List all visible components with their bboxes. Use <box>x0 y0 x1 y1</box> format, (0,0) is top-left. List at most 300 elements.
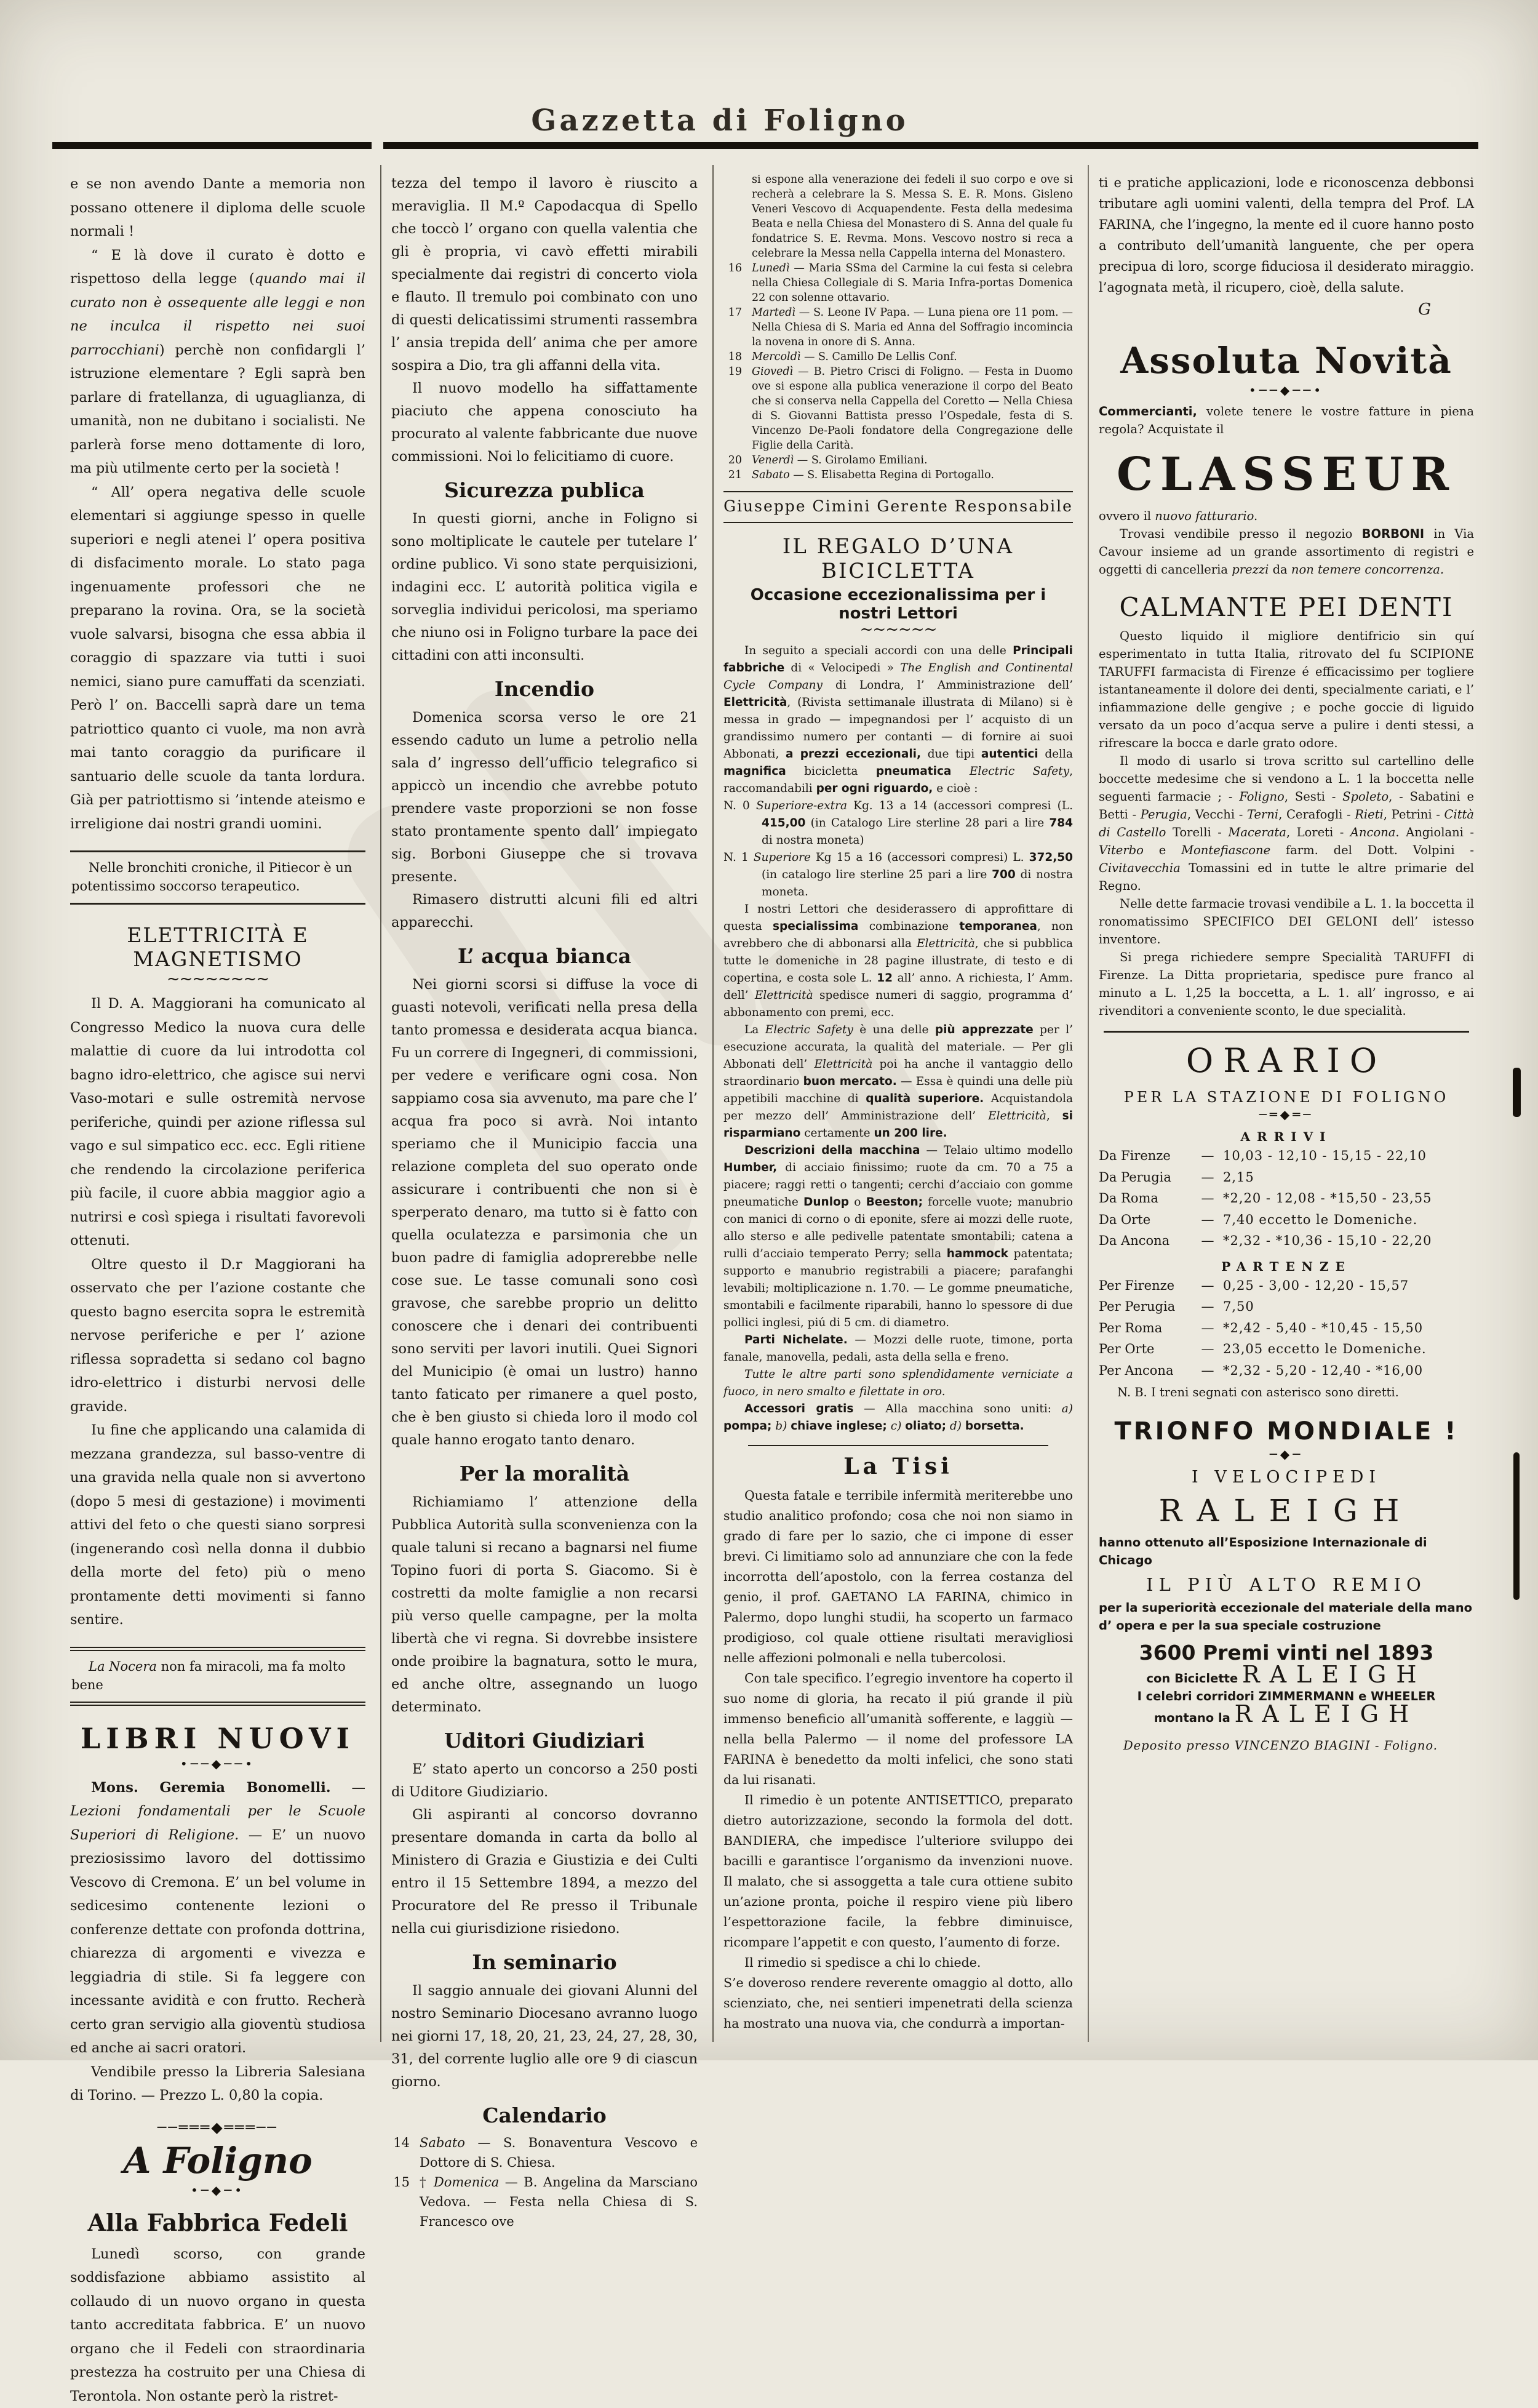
calendar-entry <box>723 172 1073 261</box>
paragraph: Con tale specifico. l’egregio inventore ha coperto il suo nome di gloria, ha recato il piú grande il più immenso beneficio all’umanità sofferente, e laggiù — nella bella Palermo — il nome del professore LA FARINA è benedetto da molti infelici, che sono stati da lui risanati. <box>723 1668 1073 1790</box>
text-run: I nostri Lettori che desiderassero di approfittare di questa <box>723 903 1073 933</box>
paragraph: Il D. A. Maggiorani ha comunicato al Congresso Medico la nuova cura delle malattie di cuore da lui introdotta col bagno idro-elettrico, che agisce sui nervi Vaso-motari e sulle ostremità nervose periferiche, quindi per azione riflessa sul vago e sul simpatico ecc. ecc. Egli ritiene che rendendo la circolazione periferica più facile, il cuore abbia maggior agio a nutrirsi e così spiega i risultati favorevoli ottenuti. <box>70 992 365 1253</box>
heading-per-la-moralita: Per la moralità <box>391 1462 698 1486</box>
text-run: , <box>1046 1110 1062 1122</box>
text-run: Deposito presso <box>1123 1738 1235 1753</box>
text-run: hammock <box>947 1247 1008 1260</box>
divider-rule <box>748 1445 1048 1446</box>
timetable-dash: — <box>1192 1209 1223 1231</box>
text-run: — S. Girolamo Emiliani. <box>794 454 927 466</box>
paragraph: Il rimedio si spedisce a chi lo chiede. <box>723 1953 1073 1973</box>
squiggle-ornament-icon: ~~~~~~~~ <box>70 972 365 986</box>
scan-edge-artifact <box>1513 1452 1520 1600</box>
timetable-station: Per Roma <box>1099 1318 1192 1339</box>
text-run: , Petrini - <box>1384 807 1444 822</box>
heading-a-foligno: A Foligno <box>70 2140 365 2182</box>
text-run: qualità superiore. <box>866 1092 984 1105</box>
text-run: Martedì <box>752 306 795 319</box>
paragraph <box>1099 1737 1474 1754</box>
paragraph: Iu fine che applicando una calamida di mezzana grandezza, sul basso-ventre di una gravida nella quale non si avvertono (dopo 5 mesi di gestazione) i movimenti attivi del feto o che questi siano sorpresi (ingenerando così nella donna il dubbio della morte del feto) più o meno prontamente detti movimenti si fanno sentire. <box>70 1418 365 1632</box>
text-run: Lezioni fondamentali per le Scuole Superiori di Religione. <box>70 1803 365 1843</box>
text-run: Macerata <box>1228 825 1286 839</box>
text-run: , raccomandabili <box>723 765 1073 795</box>
text-run: , - Sabatini e Betti - <box>1099 790 1474 822</box>
text-run: 415,00 <box>762 817 805 830</box>
paragraph: Questo liquido il migliore dentifricio sin quí esperimentato in tutta Italia, ritrovato del fu SCIPIONE TARUFFI farmacista di Firenze é efficacissimo per togliere istantaneamente il dolore dei denti, specialmente cariati, e l’ infiammazione delle gengive ; e poche goccie di liguido versato da un poco d’acqua serve a pulire i denti stessi, a rifrescare la bocca e darle grato odore. <box>1099 627 1474 752</box>
text-run: — Alla macchina sono uniti: <box>853 1402 1061 1415</box>
text-run: Parti Nichelate. <box>744 1334 848 1346</box>
text-run: della <box>1038 748 1073 761</box>
paragraph <box>1099 1666 1474 1687</box>
text-run: Elettricità <box>815 1058 873 1071</box>
heading-regalo-bicicletta: IL REGALO D’UNA BICICLETTA <box>723 534 1073 583</box>
timetable-times: 7,50 <box>1223 1296 1474 1318</box>
text-run: 784 <box>1049 817 1073 830</box>
text-run: , non avrebbero che di abbonarsi alla <box>723 920 1073 950</box>
paragraph: E’ stato aperto un concorso a 250 posti di Uditore Giudiziario. <box>391 1758 698 1804</box>
calendar-day-number: 19 <box>723 364 752 453</box>
timetable-row <box>1099 1230 1474 1252</box>
text-run: La Nocera <box>89 1659 157 1674</box>
paragraph: Nei giorni scorsi si diffuse la voce di guasti notevoli, verificati nella presa della tanto promessa e desiderata acqua bianca. Fu un correre di Ingegneri, di commissioni, per vedere e verificare ogni cosa. Non sappiamo cosa sia avvenuto, ma pare che l’ acqua fra poco si avrà. Noi intanto speriamo che il Municipio faccia una relazione completa del suo operato onde assicurare i contribuenti che non si è sperperato denaro, ma tutto si è fatto con quella oculatezza e parsimonia che un buon padre di famiglia adoprerebbe nelle cose sue. Le tasse comunali sono così gravose, che sarebbe proprio un delitto conoscere che i denari dei contribuenti sono serviti per lavori inutili. Quei Signori del Municipio (è omai un lustro) hanno tanto faticato per rimanere a quel posto, che è ben giusto si chieda loro il modo col quale hanno erogato tanto denaro. <box>391 974 698 1452</box>
timetable-row <box>1099 1275 1474 1297</box>
text-run: , Vecchi - <box>1187 807 1247 822</box>
heading-sicurezza-publica: Sicurezza publica <box>391 478 698 502</box>
timetable-row <box>1099 1318 1474 1339</box>
text-run: , Cerafogli - <box>1278 807 1355 822</box>
calendar-day-number: 15 <box>391 2172 420 2231</box>
timetable-times: *2,42 - 5,40 - *10,45 - 15,50 <box>1223 1318 1474 1339</box>
paragraph: Rimasero distrutti alcuni fili ed altri apparecchi. <box>391 889 698 934</box>
paragraph <box>1099 507 1474 525</box>
text-run: non temere concorrenza. <box>1291 562 1444 577</box>
text-run: di acciaio finissimo; ruote da cm. 70 a 75 a piacere; raggi retti o tangenti; cerchi d’acciaio con gomme pneumatiche <box>723 1161 1073 1209</box>
text-run: è una delle <box>853 1023 935 1036</box>
timetable-times: 23,05 eccetto le Domeniche. <box>1223 1338 1474 1360</box>
calendar-entry <box>723 468 1073 482</box>
timetable-row <box>1099 1296 1474 1318</box>
text-run: Ancona <box>1350 825 1396 839</box>
text-run: poi ha anche il vantaggio dello straordinario <box>723 1058 1073 1088</box>
text-run: Accessori gratis <box>744 1402 853 1415</box>
text-run: per ogni riguardo, <box>816 782 933 795</box>
text-run: Torelli - <box>1166 825 1228 839</box>
timetable-row <box>1099 1209 1474 1231</box>
timetable-station: Da Roma <box>1099 1188 1192 1209</box>
heading-calmante-denti: CALMANTE PEI DENTI <box>1099 592 1474 622</box>
text-run: Domenica <box>434 2175 499 2190</box>
text-run: un 200 lire. <box>874 1127 947 1140</box>
divider-ornament-icon: •──◆──• <box>1099 383 1474 398</box>
timetable-dash: — <box>1192 1145 1223 1167</box>
heading-calendario: Calendario <box>391 2103 698 2127</box>
paragraph <box>1099 402 1474 438</box>
column-3 <box>712 165 1088 2042</box>
heading-trionfo-mondiale: TRIONFO MONDIALE ! <box>1099 1417 1474 1446</box>
text-run: si risparmiano <box>723 1110 1073 1140</box>
divider-rule <box>1104 1031 1469 1033</box>
masthead-rule <box>52 142 1478 149</box>
text-run: N. 0 <box>723 799 756 812</box>
text-run: farm. del Dott. Volpini - <box>1270 843 1474 857</box>
text-run: BORBONI <box>1362 527 1424 541</box>
text-run: — Essa è quindi una delle più appetibili macchine di <box>723 1075 1073 1105</box>
text-run: a prezzi eccezionali, <box>786 748 921 761</box>
paragraph: e se non avendo Dante a memoria non possano ottenere il diploma delle scuole normali ! <box>70 172 365 244</box>
text-run: — B. Angelina da Marsciano Vedova. — Festa nella Chiesa di S. Francesco ove <box>420 2175 698 2229</box>
text-run: Terni <box>1247 807 1278 822</box>
text-run: 700 <box>992 868 1016 881</box>
text-run: Tutte le altre parti sono splendidamente verniciate a fuoco, in nero smalto e filettate in oro. <box>723 1368 1073 1398</box>
paragraph <box>723 1142 1073 1332</box>
text-run: Trovasi vendibile presso il negozio <box>1120 527 1362 541</box>
calendar-day-number: 14 <box>391 2133 420 2172</box>
text-run: Sabato <box>420 2135 465 2150</box>
text-run: specialissima <box>773 920 858 933</box>
text-run: Tomassini ed in tutte le altre primarie del Regno. <box>1099 861 1474 893</box>
heading-in-seminario: In seminario <box>391 1950 698 1974</box>
paragraph <box>723 798 1073 849</box>
timetable-row <box>1099 1145 1474 1167</box>
text-run: Elettricità <box>917 937 975 950</box>
paragraph <box>723 1401 1073 1435</box>
calendar-day-text: si espone alla venerazione dei fedeli il suo corpo e ove si recherà a celebrare la S. Messa S. E. R. Mons. Gisleno Veneri Vescovo di Acquapendente. Festa della medesima Beata e nella Chiesa del Monastero di S. Anna del quale fu fondatrice S. E. Revma. Mons. Vescovo nostro si reca a celebrare la Messa nella Cappella interna del Monastero. <box>752 172 1073 261</box>
text-run: magnifica <box>723 765 786 778</box>
timetable-times: 7,40 eccetto le Domeniche. <box>1223 1209 1474 1231</box>
calendar-day-number: 16 <box>723 261 752 305</box>
text-run: Lunedì <box>752 262 789 274</box>
text-run: Elettricità <box>755 989 813 1002</box>
text-run: temporanea <box>959 920 1037 933</box>
timetable-dash: — <box>1192 1296 1223 1318</box>
timetable-times: 0,25 - 3,00 - 12,20 - 15,57 <box>1223 1275 1474 1297</box>
text-run: VINCENZO BIAGINI <box>1235 1738 1371 1753</box>
text-run: ovvero il <box>1099 509 1155 523</box>
paragraph: tezza del tempo il lavoro è riuscito a meraviglia. Il M.º Capodacqua di Spello che toccò l’ organo con quella valentia che gli è propria, vi cavò effetti mirabili specialmente dai registri di concerto viola e flauto. Il tremulo poi combinato con uno di questi delicatissimi strumenti rassembra l’ ansia trepida dell’ anima che per amore sospira a Dio, tra gli affanni della vita. <box>391 172 698 377</box>
heading-i-velocipedi: I VELOCIPEDI <box>1099 1468 1474 1487</box>
nocera-note <box>70 1647 365 1706</box>
calendar-day-number: 17 <box>723 305 752 350</box>
timetable-times: 2,15 <box>1223 1167 1474 1188</box>
divider-ornament-icon: ─═◆═─ <box>1099 1107 1474 1122</box>
paragraph: ti e pratiche applicazioni, lode e riconoscenza debbonsi tributare agli uomini valenti, della tempra del Prof. LA FARINA, che l’ingegno, la mente ed il cuore hanno posto a contributo dell’umanità languente, che per opera precipua di loro, scorge fiduciosa il desiderato miraggio. l’agognata metà, il ricupero, cioè, della salute. <box>1099 172 1474 298</box>
calendar-day-text <box>420 2133 698 2172</box>
calendar-day-text <box>752 261 1073 305</box>
text-run: Electric Safety <box>970 765 1069 778</box>
calendar-day-number: 21 <box>723 468 752 482</box>
paragraph: In questi giorni, anche in Foligno si sono moltiplicate le cautele per tutelare l’ ordine publico. Vi sono state perquisizioni, indagini ecc. L’ autorità politica vigila e sorveglia individui pericolosi, ma speriamo che niuno osi in Foligno turbare la pace dei cittadini con atti inconsulti. <box>391 508 698 667</box>
paragraph: Oltre questo il D.r Maggiorani ha osservato che per l’azione costante che questo bagno esercita sopra le estremità nervose periferiche e per l’ azione riflessa sopradetta si sedano col bagno idro-elettrico i disturbi nervosi delle gravide. <box>70 1253 365 1419</box>
timetable-dash: — <box>1192 1338 1223 1360</box>
text-run: Civitavecchia <box>1099 861 1181 875</box>
text-run: , Sesti - <box>1285 790 1342 804</box>
text-run: — Mozzi delle ruote, timone, porta fanale, manovella, pedali, asta della sella e freno. <box>723 1334 1073 1364</box>
squiggle-ornament-icon: ~~~~~~ <box>723 623 1073 636</box>
calendar-day-text <box>752 468 1073 482</box>
text-run: Viterbo <box>1099 843 1144 857</box>
text-run: Elettricità <box>723 696 787 709</box>
paragraph <box>723 849 1073 901</box>
text-run: Venerdì <box>752 454 794 466</box>
text-run: d) <box>950 1420 962 1433</box>
text-run: di « Velocipedi » <box>784 662 900 674</box>
text-run: Principali fabbriche <box>723 644 1073 674</box>
text-run: . Angiolani - <box>1395 825 1474 839</box>
text-run: — S. Bonaventura Vescovo e Dottore di S. Chiesa. <box>420 2135 698 2170</box>
paragraph: Domenica scorsa verso le ore 21 essendo caduto un lume a petrolio nella sala d’ ingresso dell’ufficio telegrafico si appiccò un incendio che avrebbe potuto prendere vaste proporzioni se non fosse stato prontamente spento dall’ impiegato sig. Borboni Giuseppe che si trovava presente. <box>391 706 698 889</box>
timetable-dash: — <box>1192 1230 1223 1252</box>
paragraph <box>70 1776 365 2060</box>
paragraph <box>723 1366 1073 1401</box>
text-run: In seguito a speciali accordi con una delle <box>744 644 1013 657</box>
text-run: Kg 15 a 16 (accessori compresi) L. <box>811 851 1029 864</box>
timetable-dash: — <box>1192 1360 1223 1382</box>
column-1 <box>60 165 380 2042</box>
paragraph <box>1099 1705 1474 1727</box>
paragraph <box>1099 752 1474 895</box>
heading-assoluta-novita: Assoluta Novità <box>1099 340 1474 382</box>
heading-acqua-bianca: L’ acqua bianca <box>391 944 698 968</box>
paragraph <box>1099 525 1474 578</box>
heading-la-tisi: La Tisi <box>723 1454 1073 1479</box>
heading-fabbrica-fedeli: Alla Fabbrica Fedeli <box>70 2209 365 2236</box>
text-run: Montefiascone <box>1181 843 1270 857</box>
text-run: The English and Continental Cycle Company <box>723 662 1073 692</box>
text-run: La <box>744 1023 765 1036</box>
text-run: patentata; supporto e manubrio registrabili a piacere; parafanghi levabili; moltiplicazione n. 1.70. — Le gomme pneumatiche, smontabili e facilmente riparabili, hanno lo spessore di due pollici inglesi, piú di 5 cm. di diametro. <box>723 1247 1073 1329</box>
calendar-entry <box>723 350 1073 364</box>
text-run: 12 <box>877 972 893 985</box>
text-run: 372,50 <box>1029 851 1073 864</box>
text-run: Sabato <box>752 469 790 481</box>
text-run: da <box>1269 562 1291 577</box>
timetable-times: *2,20 - 12,08 - *15,50 - 23,55 <box>1223 1188 1474 1209</box>
timetable-row <box>1099 1338 1474 1360</box>
timetable-station: Per Firenze <box>1099 1275 1192 1297</box>
heading-piu-alto-premio: IL PIÙ ALTO REMIO <box>1099 1574 1474 1595</box>
text-run: Mercoldì <box>752 351 800 363</box>
text-run: , Loreti - <box>1286 825 1350 839</box>
text-run: — <box>331 1780 365 1796</box>
text-run: o <box>849 1196 866 1209</box>
calendar-day-text <box>752 453 1073 468</box>
paragraph <box>723 1022 1073 1142</box>
paragraph: Il saggio annuale dei giovani Alunni del nostro Seminario Diocesano avranno luogo nei giorni 17, 18, 20, 21, 23, 24, 27, 28, 30, 31, del corrente luglio alle ore 9 di ciascun giorno. <box>391 1980 698 2094</box>
text-run: Città di Castello <box>1099 807 1474 839</box>
paragraph: Il rimedio è un potente ANTISETTICO, preparato dietro autorizzazione, secondo la formola del dott. BANDIERA, che impedisce l’ulteriore sviluppo dei bacilli e garantisce l’organismo da invenzioni nuove. Il malato, che si assoggetta a tale cura ottiene subito un’azione pronta, poiche il respiro viene più libero l’espettorazione facile, la febbre diminuisce, ricompare l’appetit e con questo, l’aumento di forze. <box>723 1790 1073 1953</box>
text-run: — E’ un nuovo preziosissimo lavoro del dottissimo Vescovo di Cremona. E’ un bel volume in sedicesimo contenente lezioni o conferenze dettate con profonda dottrina, chiarezza di argomenti e vivezza e leggiadria di stile. Si fa leggere con incessante avidità e con frutto. Recherà certo gran servigio alla gioventù studiosa ed anche ai sacri oratori. <box>70 1827 365 2057</box>
text-run: quando mai il curato non è ossequente alle leggi e non ne inculca il rispetto nei suoi parrocchiani <box>70 271 365 358</box>
text-run: forcelle vuote; manubrio con manici di corno o di eponite, sfere ai mozzi delle ruote, allo sterso e alle pedivelle patentate smontabili; catena a rulli d’acciaio temperato Perry; sella <box>723 1196 1073 1260</box>
text-run: a) <box>1062 1402 1073 1415</box>
paragraph: Richiamiamo l’ attenzione della Pubblica Autorità sulla sconvenienza con la quale taluni si recano a bagnarsi nel fiume Topino fuori di porta S. Giacomo. Si è costretti da molte famiglie a non recarsi più verso quelle campagne, per la molta libertà che vi regna. Si dovrebbe insistere onde proibire la bagnatura, sotto le mura, ed anche oltre, assegnando un luogo determinato. <box>391 1491 698 1719</box>
paragraph: hanno ottenuto all’Esposizione Internazionale di Chicago <box>1099 1534 1474 1569</box>
text-run: di nostra moneta) <box>762 834 864 847</box>
text-run: combinazione <box>858 920 959 933</box>
text-run: pneumatica <box>876 765 952 778</box>
timetable-dash: — <box>1192 1167 1223 1188</box>
column-4 <box>1088 165 1489 2042</box>
text-run: Rieti <box>1355 807 1384 822</box>
text-run <box>951 765 970 778</box>
text-run: Il modo di usarlo si trova scritto sul cartellino delle boccette medesime che si vendono a L. 1 la boccetta nelle seguenti farmacie ; - <box>1099 754 1474 804</box>
text-run: — Telaio ultimo modello <box>920 1144 1073 1157</box>
timetable-dash: — <box>1192 1188 1223 1209</box>
text-run: Humber, <box>723 1161 777 1174</box>
text-run: Beeston; <box>866 1196 923 1209</box>
column-layout <box>60 165 1489 2042</box>
text-run: Mons. Geremia Bonomelli. <box>91 1780 331 1796</box>
timetable-times: *2,32 - 5,20 - 12,40 - *16,00 <box>1223 1360 1474 1382</box>
text-run: “ E là dove il curato è dotto e rispettoso della legge ( <box>70 247 365 287</box>
gerente-line: Giuseppe Cimini Gerente Responsabile <box>723 491 1073 523</box>
timetable-row <box>1099 1360 1474 1382</box>
calendar-entry <box>723 364 1073 453</box>
subheading-occasione: Occasione eccezionalissima per i nostri Lettori <box>723 586 1073 623</box>
timetable-row <box>1099 1167 1474 1188</box>
heading-elettricita-magnetismo: ELETTRICITÀ E MAGNETISMO <box>70 923 365 971</box>
heading-raleigh: RALEIGH <box>1099 1493 1474 1529</box>
text-run: volete tenere le vostre fatture in piena regola? Acquistate il <box>1099 404 1474 436</box>
text-run: chiave inglese; <box>791 1420 887 1433</box>
heading-uditori-giudiziari: Uditori Giudiziari <box>391 1729 698 1753</box>
text-run: (in Catalogo Lire sterline 28 pari a lire <box>805 817 1049 830</box>
paragraph: Lunedì scorso, con grande soddisfazione abbiamo assistito al collaudo di un nuovo organo in questa tanto accreditata fabbrica. E’ un nuovo organo che il Fedeli con straordinaria prestezza ha costruito per una Chiesa di Terontola. Non ostante però la ristret- <box>70 2242 365 2408</box>
paragraph: Si prega richiedere sempre Specialità TARUFFI di Firenze. La Ditta proprietaria, spedisce pure franco al minuto a L. 1,25 la boccetta, a L. 1. all’ ingrosso, e ai rivenditori a conveniente sconto, le due specialità. <box>1099 948 1474 1020</box>
paragraph: Nelle dette farmacie trovasi vendibile a L. 1. la boccetta il ronomatissimo SPECIFICO DEI GELONI dell’ istesso inventore. <box>1099 895 1474 948</box>
heading-partenze: PARTENZE <box>1099 1259 1474 1274</box>
calendar-entry <box>723 261 1073 305</box>
text-run: bicicletta <box>786 765 876 778</box>
calendar-day-text <box>752 350 1073 364</box>
text-run: due tipi <box>921 748 981 761</box>
text-run: — Maria SSma del Carmine la cui festa si celebra nella Chiesa Collegiale di S. Maria Infra-portas Domenica 22 con solenne ottavario. <box>752 262 1073 304</box>
text-run: Spoleto <box>1342 790 1389 804</box>
text-run: c) <box>891 1420 902 1433</box>
text-run: di Londra, l’ Amministrazione dell’ <box>823 679 1073 692</box>
subheading-stazione-foligno: PER LA STAZIONE DI FOLIGNO <box>1099 1089 1474 1106</box>
timetable-station: Per Perugia <box>1099 1296 1192 1318</box>
divider-ornament-icon: •──◆──• <box>70 1756 365 1771</box>
text-run: RALEIGH <box>1235 1700 1419 1727</box>
text-run: N. 1 <box>723 851 754 864</box>
paragraph: S’e doveroso rendere reverente omaggio al dotto, allo scienziato, che, nei sentieri impenetrati della scienza ha mostrato una nuova via, che condurrà a importan- <box>723 1973 1073 2034</box>
text-run: RALEIGH <box>1242 1661 1427 1688</box>
text-run: — S. Elisabetta Regina di Portogallo. <box>790 469 994 481</box>
text-run: Superiore-extra <box>756 799 847 812</box>
calendar-day-number <box>723 172 752 261</box>
text-run: Descrizioni della macchina <box>744 1144 920 1157</box>
text-run: in Via Cavour insieme ad un grande assortimento di registri e oggetti di cancelleria <box>1099 527 1474 577</box>
text-run: non fa miracoli, ma fa molto bene <box>71 1659 346 1692</box>
text-run: Dunlop <box>803 1196 849 1209</box>
text-run: e <box>1144 843 1181 857</box>
text-run: ) perchè non confidargli l’ istruzione elementare ? Egli saprà ben parlare di fratellanza, di uguaglianza, di umanità, non ne dubitano i socialisti. Ne parlerà forse meno dottamente di loro, ma più utilmente certo per la società ! <box>70 342 365 477</box>
text-run: Acquistandola per mezzo dell’ Amministrazione dell’ <box>723 1092 1073 1122</box>
text-run: certamente <box>800 1127 874 1140</box>
text-run: , che si pubblica tutte le domeniche in 28 pagine illustrate, di testo e di copertina, e costa sole L. <box>723 937 1073 985</box>
paragraph: Il nuovo modello ha siffattamente piaciuto che appena conosciuto ha procurato al valente fabbricante due nuove commissioni. Noi lo felicitiamo di cuore. <box>391 377 698 468</box>
scan-edge-artifact <box>1513 1068 1521 1117</box>
timetable-station: Per Ancona <box>1099 1360 1192 1382</box>
scroll-ornament-icon: ──═══◆═══── <box>70 2119 365 2136</box>
heading-arrivi: ARRIVI <box>1099 1129 1474 1144</box>
timetable-station: Da Firenze <box>1099 1145 1192 1167</box>
timetable-station: Da Perugia <box>1099 1167 1192 1188</box>
text-run: buon mercato. <box>803 1075 897 1088</box>
calendar-day-text <box>752 364 1073 453</box>
paragraph <box>723 901 1073 1022</box>
paragraph: per la superiorità eccezionale del materiale della mano d’ opera e per la sua speciale costruzione <box>1099 1599 1474 1634</box>
text-run: Elettricità <box>988 1110 1046 1122</box>
text-run: montano la <box>1154 1711 1235 1725</box>
timetable-dash: — <box>1192 1275 1223 1297</box>
text-run: all’ anno. A richiesta, l’ Amm. dell’ <box>723 972 1073 1002</box>
calendar-entry <box>723 453 1073 468</box>
text-run: † <box>420 2175 434 2190</box>
calendar-entry <box>723 305 1073 350</box>
masthead-title: Gazzetta di Foligno <box>0 103 1440 138</box>
text-run: pompa; <box>723 1420 771 1433</box>
text-run: più apprezzate <box>935 1023 1034 1036</box>
paragraph: I celebri corridori ZIMMERMANN e WHEELER <box>1099 1687 1474 1705</box>
heading-libri-nuovi: LIBRI NUOVI <box>70 1722 365 1755</box>
text-run: — S. Camillo De Lellis Conf. <box>800 351 957 363</box>
paragraph: “ All’ opera negativa delle scuole elementari si aggiunge spesso in quelle superiori e negli atenei l’ opera positiva di disfacimento morale. Lo stato paga ingenuamente professori che ne preparano la rovina. Ora, se la società vuole salvarsi, bisogna che essa abbia il coraggio di spazzare via tutti i suoi nemici, siano pure camuffati da scenziati. Però l’ on. Baccelli saprà dare un tema patriottico quanto ci vuole, ma non avrà mai tanto coraggio da purificare il santuario delle scuole da tanta lordura. Già per patriottismo si ’intende ateismo e irreligione dai nostri grandi uomini. <box>70 481 365 836</box>
paragraph: Gli aspiranti al concorso dovranno presentare domanda in carta da bollo al Ministero di Grazia e Giustizia e dei Culti entro il 15 Settembre 1894, a mezzo del Procuratore del Re presso il Tribunale nella cui giurisdizione risiedono. <box>391 1804 698 1940</box>
timetable-station: Da Orte <box>1099 1209 1192 1231</box>
text-run: - Foligno. <box>1371 1738 1438 1753</box>
raleigh-ad <box>1099 1417 1474 1774</box>
text-run: Foligno <box>1239 790 1284 804</box>
text-run: , (Rivista settimanale illustrata di Milano) si è messa in grado — impegnandosi per l’ acquisto di un grandissimo numero per contanti — di fornire ai suoi Abbonati, <box>723 696 1073 761</box>
text-run: b) <box>775 1420 787 1433</box>
heading-classeur: CLASSEUR <box>1099 448 1474 501</box>
text-run: Perugia <box>1141 807 1187 822</box>
text-run: prezzi <box>1232 562 1269 577</box>
timetable-times: 10,03 - 12,10 - 15,15 - 22,10 <box>1223 1145 1474 1167</box>
text-run: Electric Safety <box>765 1023 853 1036</box>
timetable-station: Per Orte <box>1099 1338 1192 1360</box>
heading-orario: ORARIO <box>1099 1041 1474 1080</box>
paragraph: Vendibile presso la Libreria Salesiana di Torino. — Prezzo L. 0,80 la copia. <box>70 2060 365 2108</box>
paragraph <box>723 642 1073 798</box>
signature-initial: G <box>1099 298 1474 319</box>
calendar-day-number: 18 <box>723 350 752 364</box>
paragraph <box>70 244 365 481</box>
paragraph: Questa fatale e terribile infermità meriterebbe uno studio analitico profondo; cosa che noi non siamo in grado di fare per lo sazio, che ci impone di esser brevi. Ci limitiamo solo ad annunziare che con la fede incorrotta dell’apostolo, con la ferrea costanza del genio, il prof. GAETANO LA FARINA, chimico in Palermo, dopo lunghi studii, ha scoperto un farmaco prodigioso, col quale ottiene risultati meravigliosi nelle affezioni polmonali e nella tubercolosi. <box>723 1486 1073 1668</box>
text-run: oliato; <box>905 1420 946 1433</box>
text-run: con Biciclette <box>1146 1671 1242 1686</box>
text-run: Giovedì <box>752 366 793 378</box>
text-run: di nostra moneta. <box>762 868 1073 898</box>
text-run: — S. Leone IV Papa. — Luna piena ore 11 pom. — Nella Chiesa di S. Maria ed Anna del Soffragio incomincia la novena in onore di S. Anna. <box>752 306 1073 348</box>
calendar-entry <box>391 2172 698 2231</box>
heading-3600-premi: 3600 Premi vinti nel 1893 <box>1099 1641 1474 1665</box>
text-run: (in catalogo lire sterline 25 pari a lire <box>762 868 992 881</box>
calendar-entry <box>391 2133 698 2172</box>
calendar-day-number: 20 <box>723 453 752 468</box>
paragraph <box>723 1332 1073 1366</box>
text-run: autentici <box>981 748 1038 761</box>
text-run: Superiore <box>754 851 811 864</box>
text-run: e cioè : <box>933 782 978 795</box>
classeur-ad <box>1099 340 1474 578</box>
heading-incendio: Incendio <box>391 677 698 701</box>
calendar-day-text <box>752 305 1073 350</box>
timetable-dash: — <box>1192 1318 1223 1339</box>
calendar-day-text <box>420 2172 698 2231</box>
